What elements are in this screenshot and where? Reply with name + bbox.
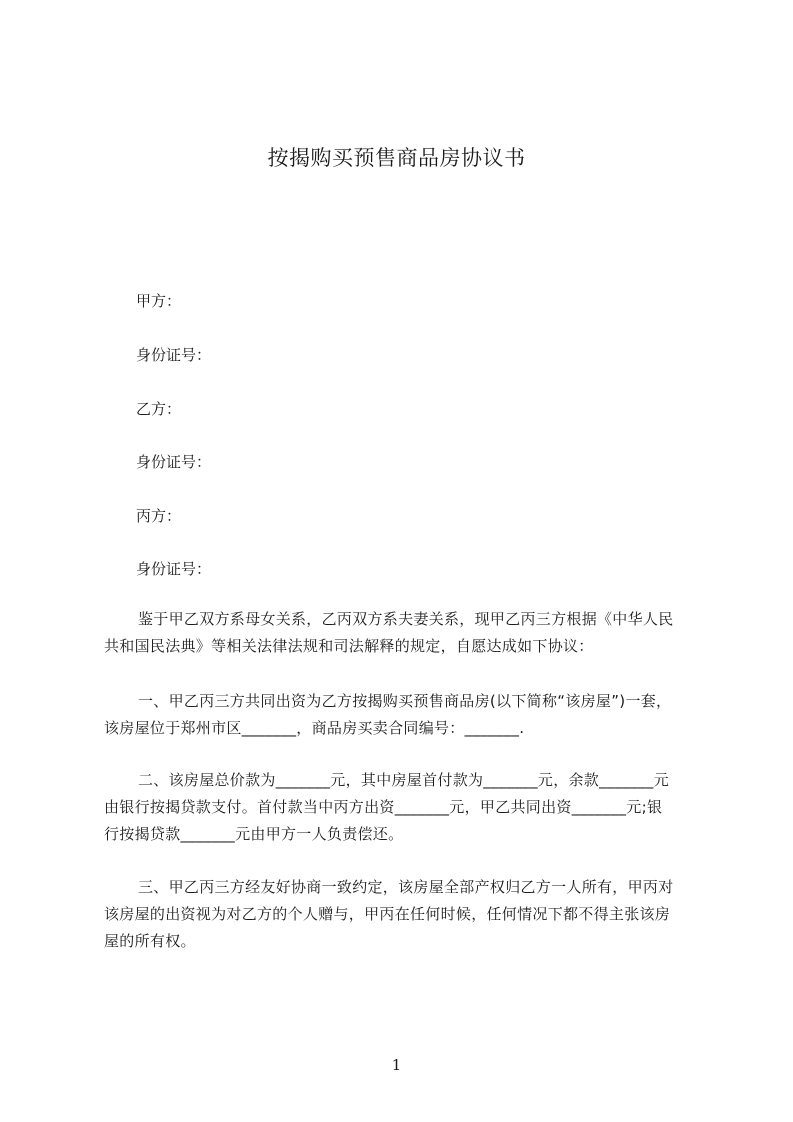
clause-2-paragraph xyxy=(104,767,704,848)
party-a-id-label: 身份证号： xyxy=(136,346,212,364)
party-b-label: 乙方： xyxy=(136,400,182,418)
paragraph-line: 该房屋的出资视为对乙方的个人赠与，甲丙在任何时候，任何情况下都不得主张该房 xyxy=(104,905,671,923)
party-a-label: 甲方： xyxy=(136,292,182,310)
paragraph-line: 一、甲乙丙三方共同出资为乙方按揭购买预售商品房(以下简称“该房屋”)一套， xyxy=(138,692,672,710)
paragraph-line: 屋的所有权。 xyxy=(104,932,196,950)
paragraph-line: 三、甲乙丙三方经友好协商一致约定，该房屋全部产权归乙方一人所有，甲丙对 xyxy=(138,878,674,896)
preamble-paragraph xyxy=(104,606,704,660)
document-title: 按揭购买预售商品房协议书 xyxy=(267,146,526,170)
paragraph-line: 二、该房屋总价款为_______元，其中房屋首付款为_______元，余款_______元 xyxy=(138,771,670,789)
party-c-id-label: 身份证号： xyxy=(136,560,212,578)
paragraph-line: 鉴于甲乙双方系母女关系，乙丙双方系夫妻关系，现甲乙丙三方根据《中华人民 xyxy=(138,610,674,628)
paragraph-line: 共和国民法典》等相关法律法规和司法解释的规定，自愿达成如下协议： xyxy=(104,637,594,655)
paragraph-line: 该房屋位于郑州市区_______，商品房买卖合同编号：_______. xyxy=(104,719,525,737)
party-b-id-label: 身份证号： xyxy=(136,453,212,471)
page-number: 1 xyxy=(391,1056,402,1074)
clause-1-paragraph xyxy=(104,688,704,742)
clause-3-paragraph xyxy=(104,874,704,955)
paragraph-line: 行按揭贷款_______元由甲方一人负责偿还。 xyxy=(104,825,404,843)
paragraph-line: 由银行按揭贷款支付。首付款当中丙方出资_______元，甲乙共同出资_______元;银 xyxy=(104,798,663,816)
party-c-label: 丙方： xyxy=(136,507,182,525)
